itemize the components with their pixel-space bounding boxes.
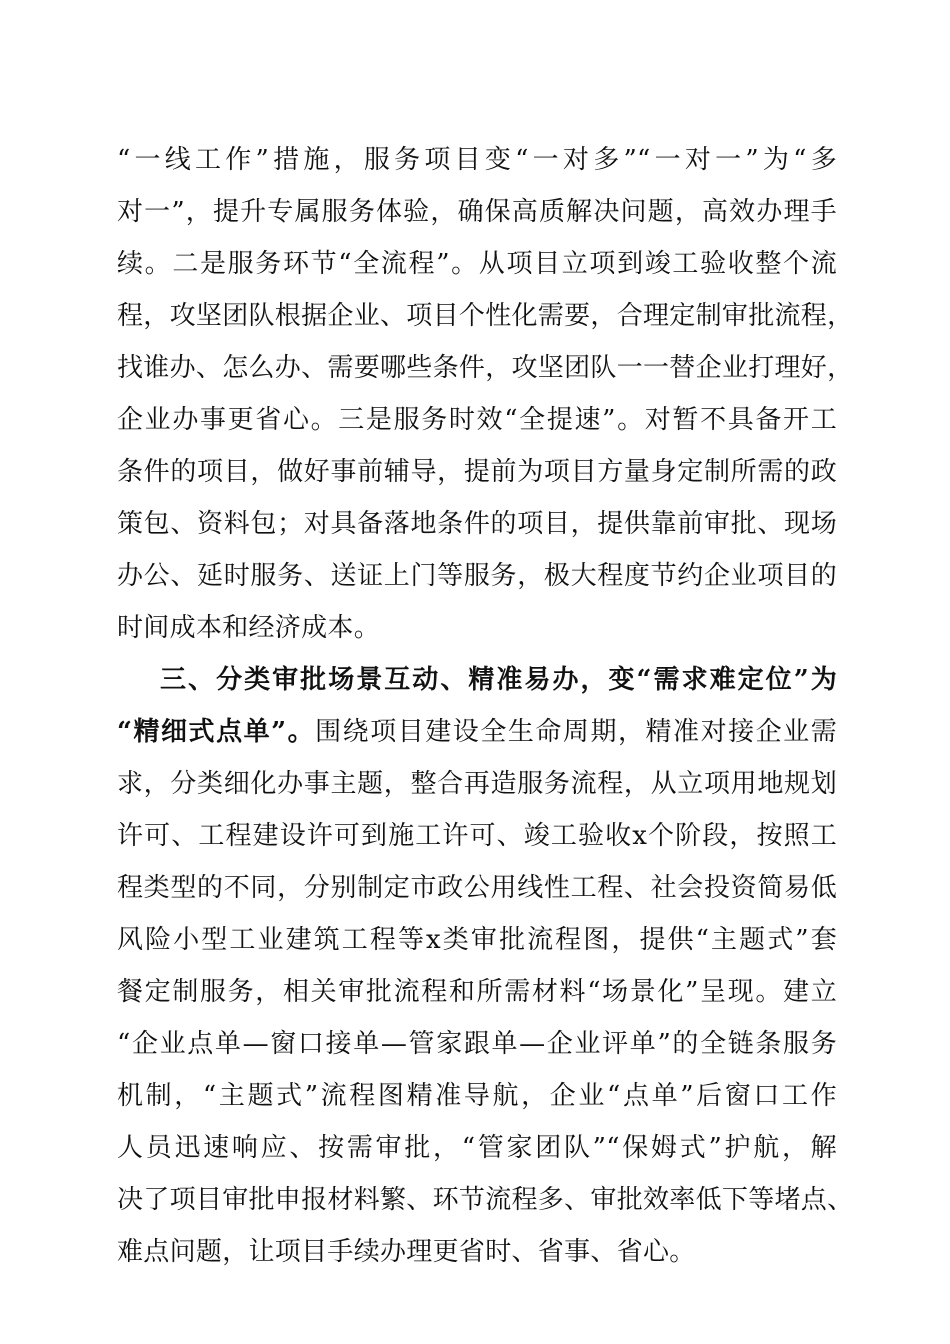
paragraph-line: 时间成本和经济成本。 <box>117 613 381 643</box>
paragraph-line: 决了项目审批申报材料繁、环节流程多、审批效率低下等堵点、 <box>117 1185 854 1215</box>
paragraph-line: 人员迅速响应、按需审批，“管家团队”“保姆式”护航，解 <box>117 1133 837 1163</box>
paragraph-line: 难点问题，让项目手续办理更省时、省事、省心。 <box>117 1237 696 1267</box>
paragraph-line: 续。二是服务环节“全流程”。从项目立项到竣工验收整个流 <box>117 249 837 279</box>
section-heading-continuation <box>117 706 837 758</box>
paragraph-line: 程，攻坚团队根据企业、项目个性化需要，合理定制审批流程， <box>117 301 854 331</box>
paragraph-line: 条件的项目，做好事前辅导，提前为项目方量身定制所需的政 <box>117 457 837 487</box>
paragraph-line: 对一”，提升专属服务体验，确保高质解决问题，高效办理手 <box>117 197 837 227</box>
paragraph-line: “企业点单—窗口接单—管家跟单—企业评单”的全链条服务 <box>117 1029 837 1059</box>
paragraph-line: 找谁办、怎么办、需要哪些条件，攻坚团队一一替企业打理好， <box>117 353 854 383</box>
section-heading: 三、分类审批场景互动、精准易办，变“需求难定位”为 <box>160 665 837 695</box>
section-heading-tail: “精细式点单”。 <box>117 717 316 747</box>
paragraph-line: 机制，“主题式”流程图精准导航，企业“点单”后窗口工作 <box>117 1081 837 1111</box>
paragraph-line: 策包、资料包；对具备落地条件的项目，提供靠前审批、现场 <box>117 509 837 539</box>
paragraph-line: 程类型的不同，分别制定市政公用线性工程、社会投资简易低 <box>117 873 837 903</box>
paragraph-line: 许可、工程建设许可到施工许可、竣工验收x个阶段，按照工 <box>117 821 837 851</box>
paragraph-text: 围绕项目建设全生命周期，精准对接企业需 <box>315 717 837 747</box>
paragraph-line: 求，分类细化办事主题，整合再造服务流程，从立项用地规划 <box>117 769 837 799</box>
paragraph-line: 企业办事更省心。三是服务时效“全提速”。对暂不具备开工 <box>117 405 837 435</box>
paragraph-line: 餐定制服务，相关审批流程和所需材料“场景化”呈现。建立 <box>117 977 837 1007</box>
paragraph-line: “一线工作”措施，服务项目变“一对多”“一对一”为“多 <box>117 145 837 175</box>
paragraph-line: 办公、延时服务、送证上门等服务，极大程度节约企业项目的 <box>117 561 837 591</box>
paragraph-line: 风险小型工业建筑工程等x类审批流程图，提供“主题式”套 <box>117 925 837 955</box>
